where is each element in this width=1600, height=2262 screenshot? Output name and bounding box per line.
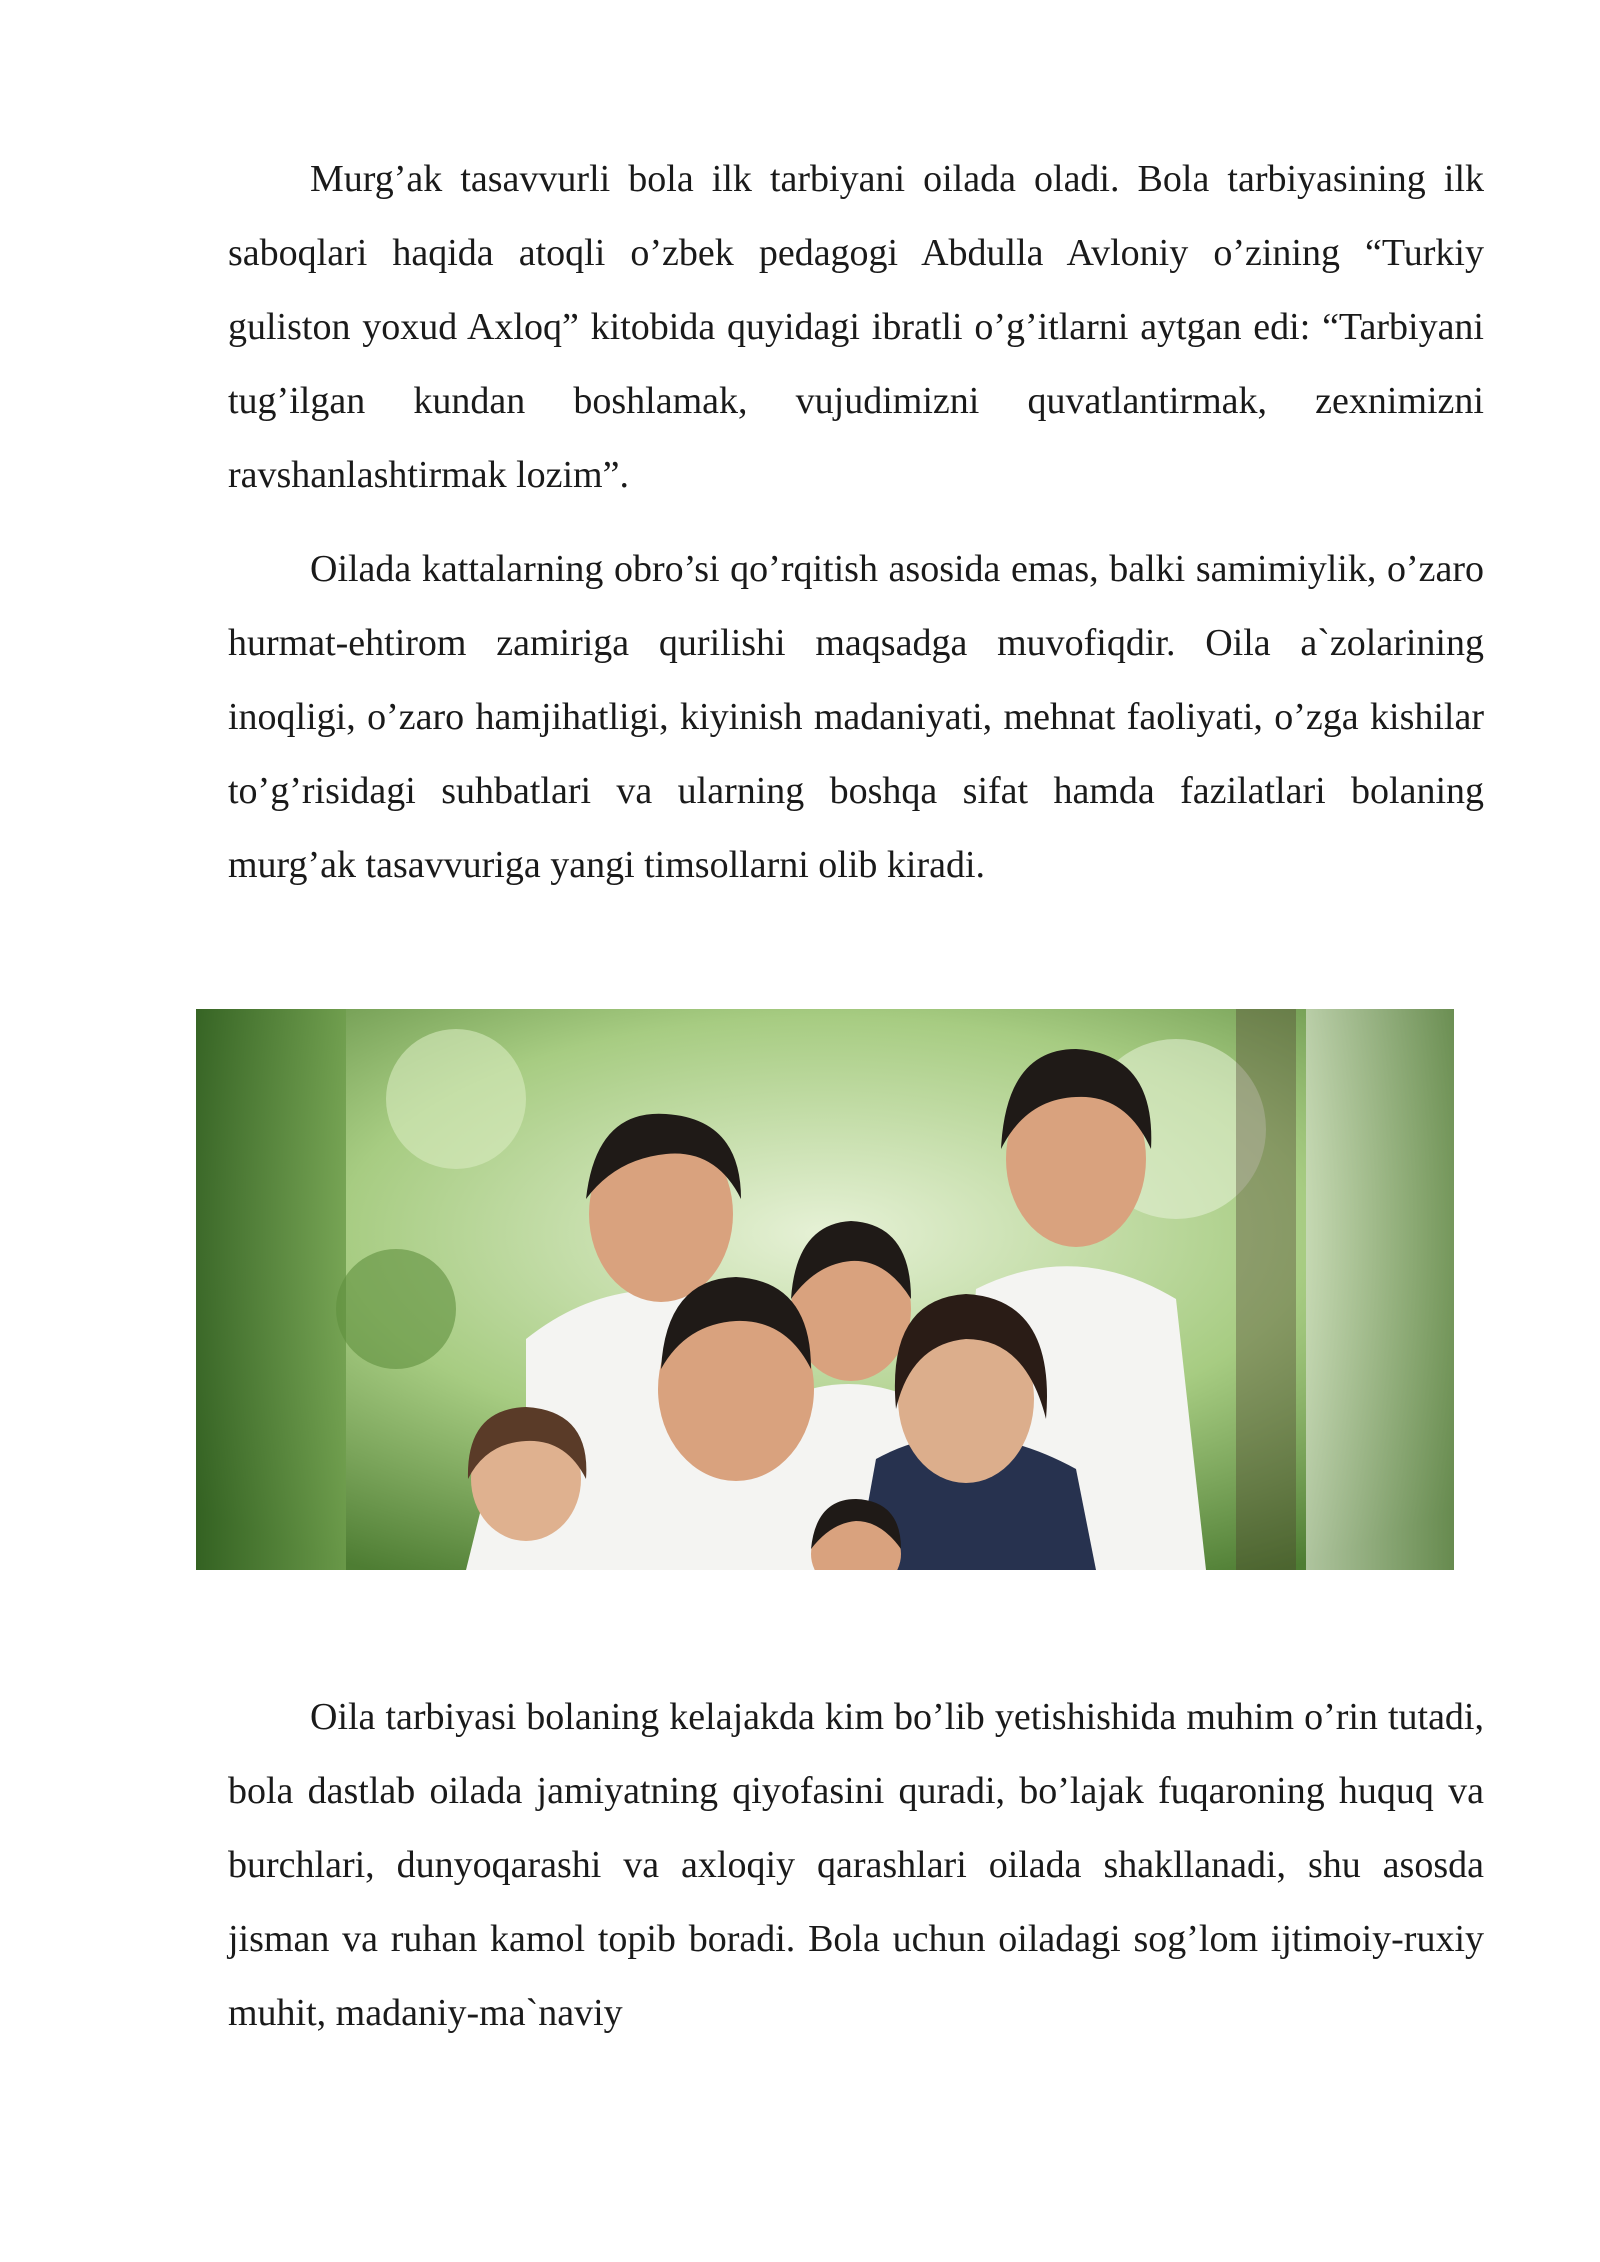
- paragraph-1-container: [228, 142, 1484, 512]
- paragraph-3: Oila tarbiyasi bolaning kelajakda kim bo’lib yetishishida muhim o’rin tutadi, bola dastlab oilada jamiyatning qiyofasini quradi, bo’lajak fuqaroning huquq va burchlari, dunyoqarashi va axloqiy qarashlari oilada shakllanadi, shu asosda jisman va ruhan kamol topib boradi. Bola uchun oiladagi sog’lom ijtimoiy-ruxiy muhit, madaniy-ma`naviy: [228, 1696, 1484, 2034]
- paragraph-2-container: [228, 532, 1484, 902]
- family-photo: [196, 1009, 1454, 1570]
- paragraph-1: Murg’ak tasavvurli bola ilk tarbiyani oilada oladi. Bola tarbiyasining ilk saboqlari haqida atoqli o’zbek pedagogi Abdulla Avloniy o’zining “Turkiy guliston yoxud Axloq” kitobida quyidagi ibratli o’g’itlarni aytgan edi: “Tarbiyani tug’ilgan kundan boshlamak, vujudimizni quvatlantirmak, zexnimizni ravshanlashtirmak lozim”.: [228, 158, 1484, 496]
- paragraph-2: Oilada kattalarning obro’si qo’rqitish asosida emas, balki samimiylik, o’zaro hurmat-ehtirom zamiriga qurilishi maqsadga muvofiqdir. Oila a`zolarining inoqligi, o’zaro hamjihatligi, kiyinish madaniyati, mehnat faoliyati, o’zga kishilar to’g’risidagi suhbatlari va ularning boshqa sifat hamda fazilatlari bolaning murg’ak tasavvuriga yangi timsollarni olib kiradi.: [228, 548, 1484, 886]
- paragraph-3-container: [228, 1680, 1484, 2050]
